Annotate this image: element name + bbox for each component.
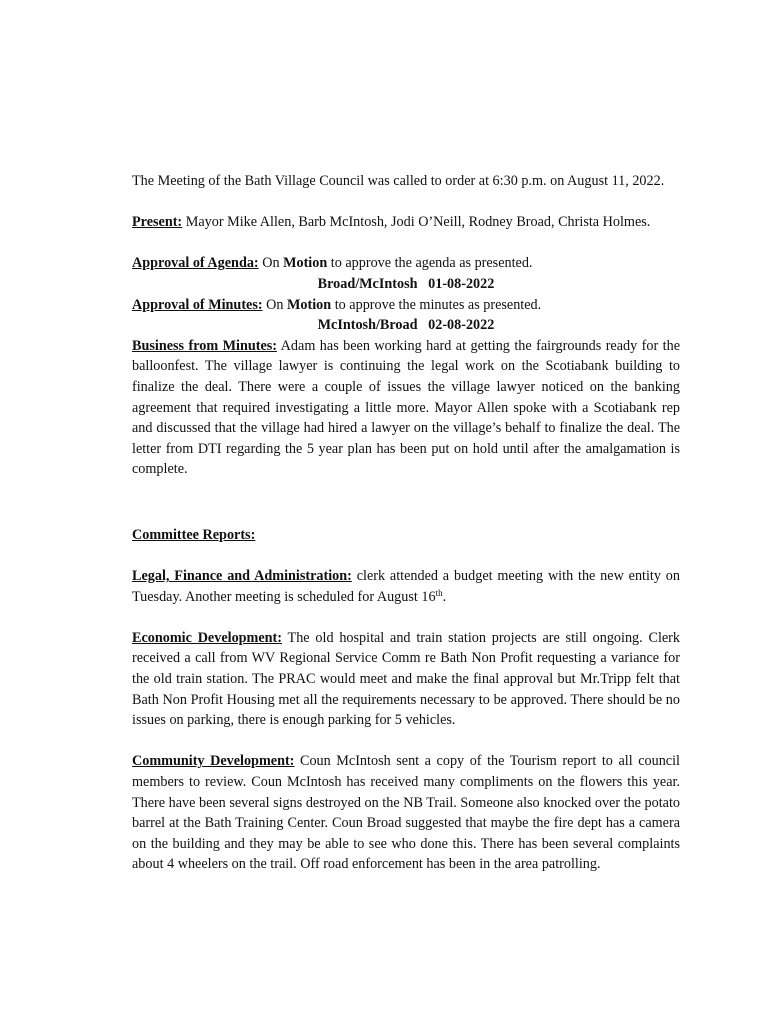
minutes-paragraph: Approval of Minutes: On Motion to approve the minutes as presented. xyxy=(132,296,542,313)
minutes-motion: Motion xyxy=(287,296,332,313)
business-label: Business from Minutes: xyxy=(132,337,278,354)
economic-label: Economic Development: xyxy=(132,629,283,646)
minutes-mover: McIntosh/Broad xyxy=(317,317,418,334)
opening-paragraph: The Meeting of the Bath Village Council was called to order at 6:30 p.m. on August 11, 2022. xyxy=(132,173,665,189)
community-label: Community Development: xyxy=(132,753,295,770)
minutes-label: Approval of Minutes: xyxy=(132,296,263,313)
economic-paragraph xyxy=(132,628,680,731)
legal-paragraph: Legal, Finance and Administration: clerk attended a budget meeting with the new entity on Tuesday. Another meeting is scheduled for August 16th. xyxy=(132,568,680,605)
agenda-motion-line xyxy=(132,274,680,295)
agenda-motion-number: 01-08-2022 xyxy=(428,275,495,292)
agenda-paragraph: Approval of Agenda: On Motion to approve the agenda as presented. xyxy=(132,255,533,272)
economic-text: The old hospital and train station projects are still ongoing. Clerk received a call from WV Regional Service Comm re Bath Non Profit requesting a variance for the old train station. The PRAC would meet and make the final approval but Mr.Tripp felt that Bath Non Profit Housing met all the requirements necessary to be approved. There should be no issues on parking, there is enough parking for 5 vehicles. xyxy=(132,629,680,729)
minutes-motion-number: 02-08-2022 xyxy=(428,317,495,334)
agenda-motion: Motion xyxy=(283,255,328,272)
business-paragraph xyxy=(132,336,680,480)
community-text: Coun McIntosh sent a copy of the Tourism report to all council members to review. Coun McIntosh has received many compliments on the flowers this year. There have been several signs destroyed on the NB Trail. Someone also knocked over the potato barrel at the Bath Training Center. Coun Broad suggested that maybe the fire dept has a camera on the building and they may be able to see who done this. There has been several complaints about 4 wheelers on the trail. Off road enforcement has been in the area patrolling. xyxy=(132,753,680,873)
legal-superscript: th xyxy=(435,587,443,598)
agenda-label: Approval of Agenda: xyxy=(132,255,259,272)
legal-text: clerk attended a budget meeting with the new entity on Tuesday. Another meeting is scheduled for August 16 xyxy=(132,568,680,605)
legal-label: Legal, Finance and Administration: xyxy=(132,568,352,585)
present-label: Present: xyxy=(132,214,183,231)
minutes-motion-line xyxy=(132,315,680,336)
minutes-document xyxy=(132,171,680,875)
present-text: Mayor Mike Allen, Barb McIntosh, Jodi O’Neill, Rodney Broad, Christa Holmes. xyxy=(182,214,651,231)
agenda-mover: Broad/McIntosh xyxy=(317,275,418,292)
community-paragraph xyxy=(132,751,680,875)
present-paragraph xyxy=(132,212,680,233)
business-text: Adam has been working hard at getting the fairgrounds ready for the balloonfest. The village lawyer is continuing the legal work on the Scotiabank building to finalize the deal. There were a couple of issues the village lawyer noticed on the banking agreement that required investigating a little more. Mayor Allen spoke with a Scotiabank rep and discussed that the village had hired a lawyer on the village’s behalf to finalize the deal. The letter from DTI regarding the 5 year plan has been put on hold until after the amalgamation is complete. xyxy=(132,337,680,478)
committee-heading: Committee Reports: xyxy=(132,526,256,543)
